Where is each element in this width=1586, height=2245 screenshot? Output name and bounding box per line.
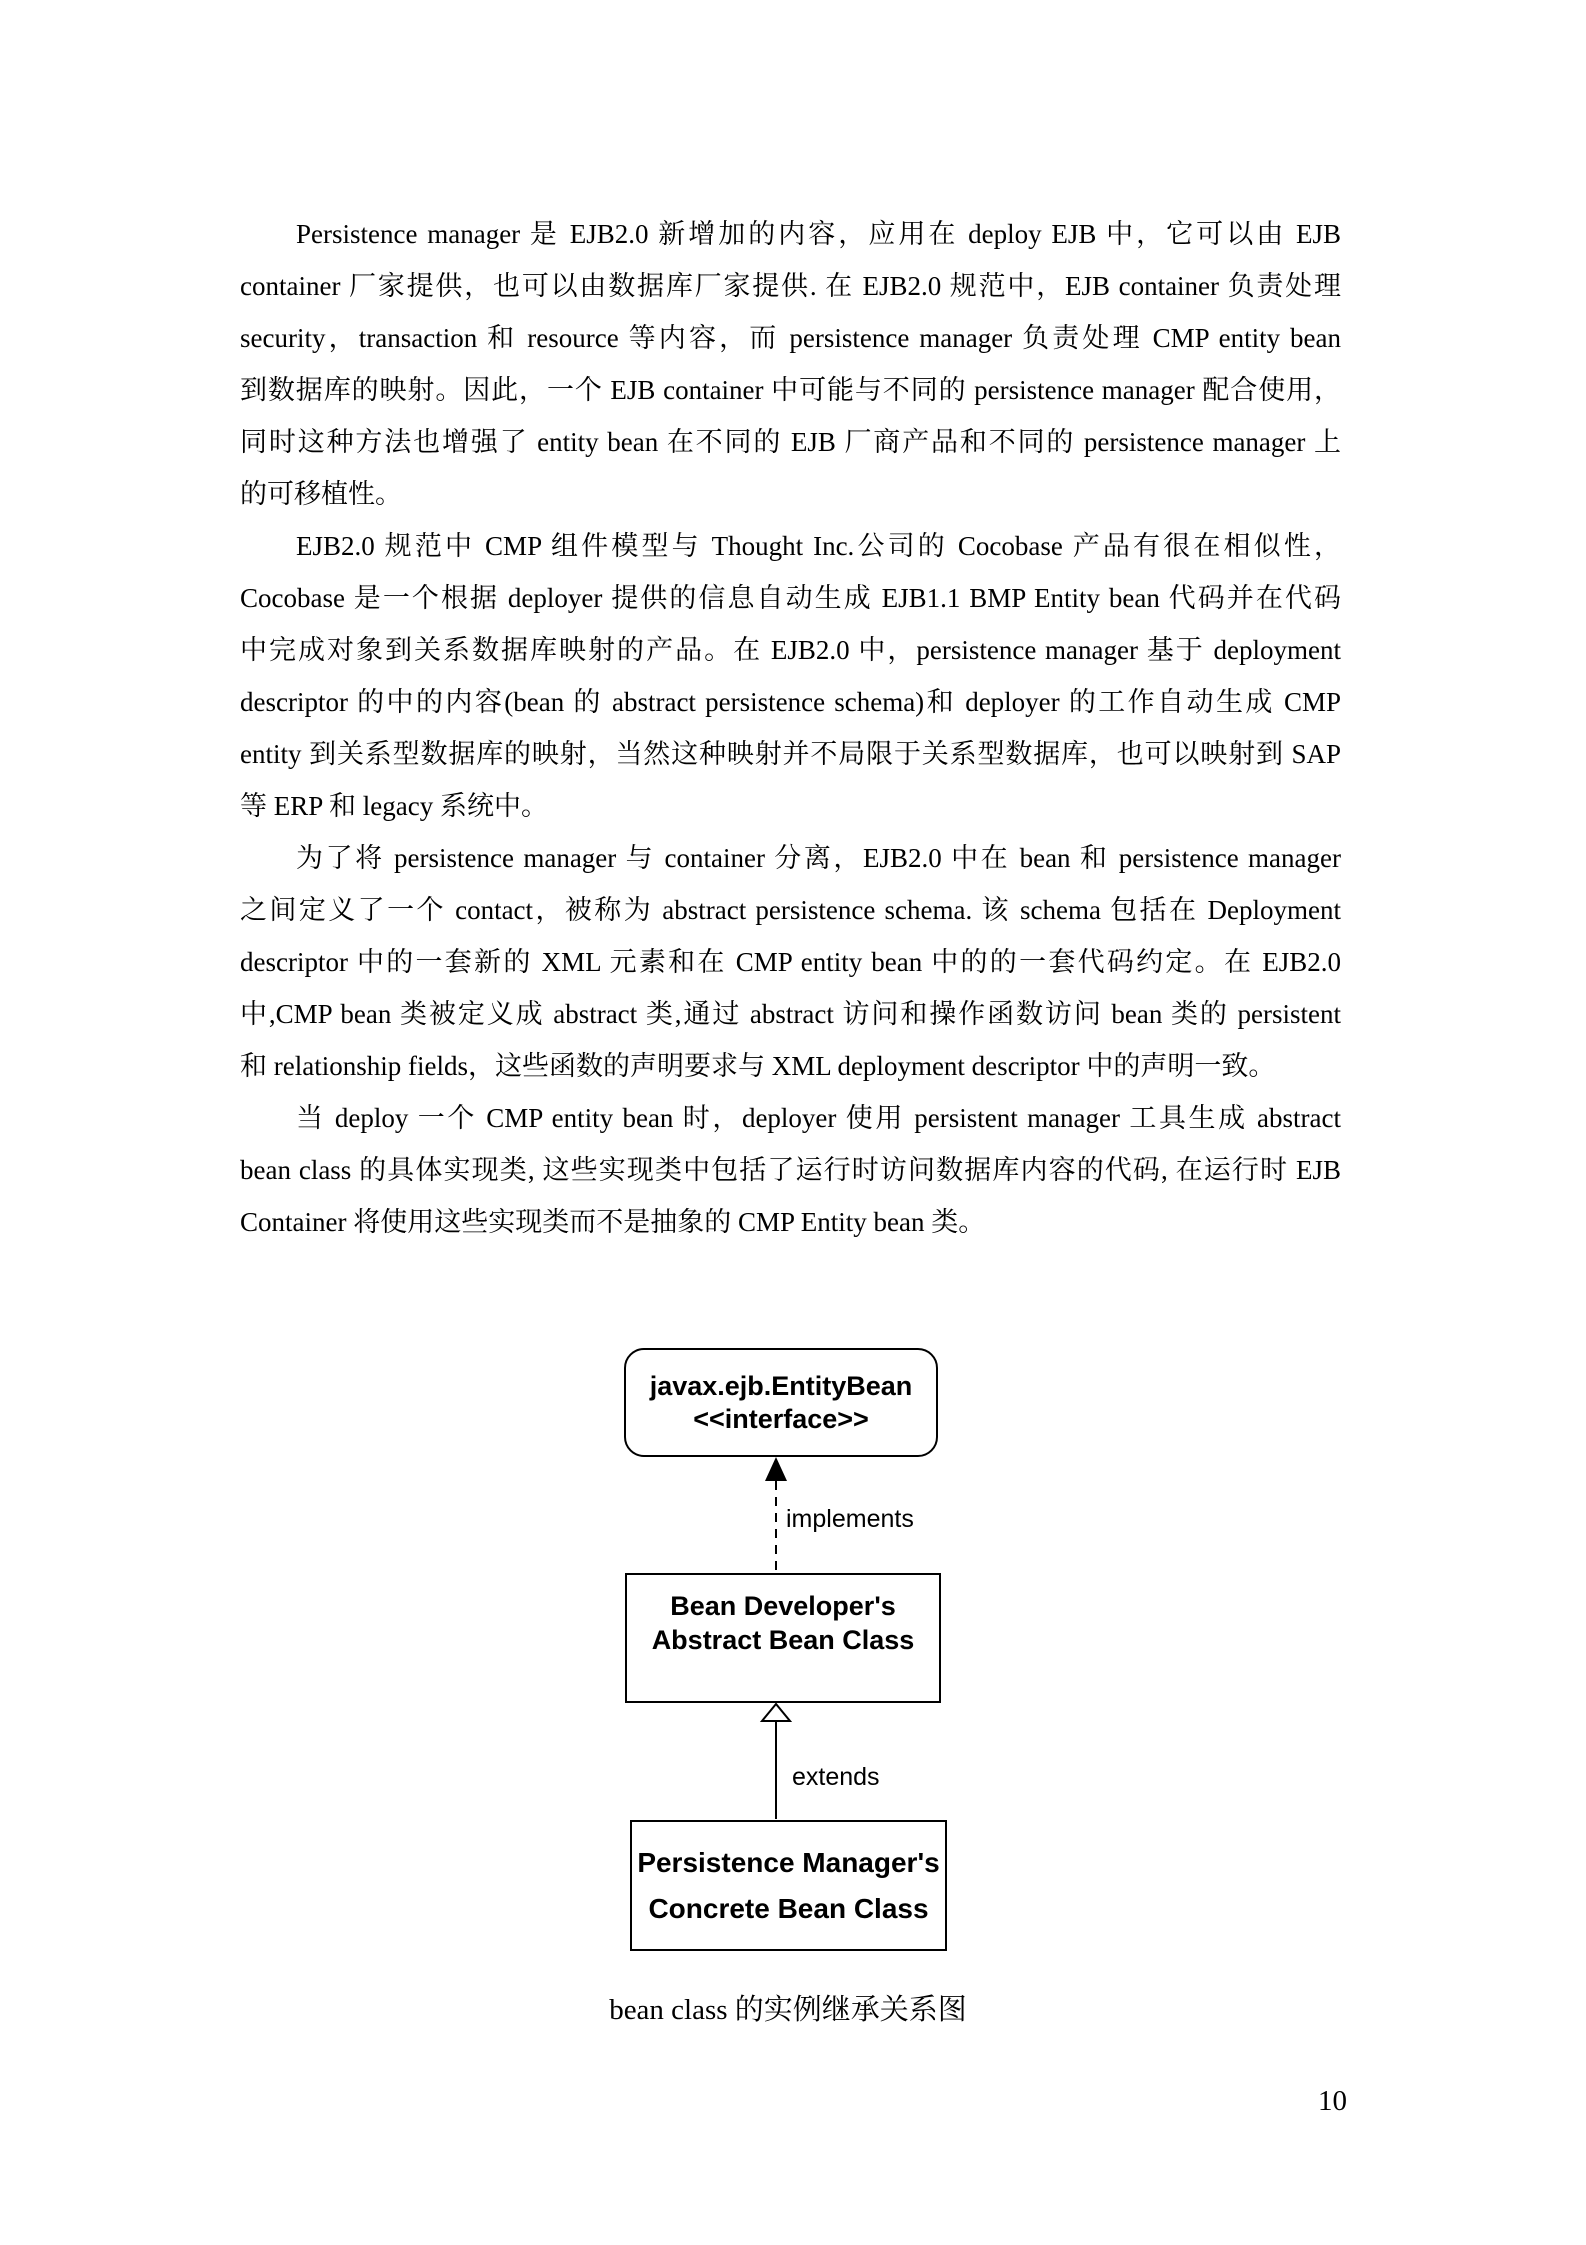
body-text <box>240 208 1341 1248</box>
interface-box-title: javax.ejb.EntityBean <box>649 1370 913 1401</box>
implements-arrowhead-icon <box>765 1457 787 1481</box>
text-line: Persistence manager 是 EJB2.0 新增加的内容，应用在 deploy EJB 中，它可以由 EJB <box>296 219 1341 249</box>
text-line: 和 relationship fields，这些函数的声明要求与 XML deployment descriptor 中的声明一致。 <box>240 1051 1276 1081</box>
text-line: EJB2.0 规范中 CMP 组件模型与 Thought Inc.公司的 Cocobase 产品有很在相似性， <box>296 531 1341 561</box>
text-line: 到数据库的映射。因此，一个 EJB container 中可能与不同的 persistence manager 配合使用， <box>240 375 1341 405</box>
concrete-box-line1: Persistence Manager's <box>637 1846 940 1878</box>
text-line: 同时这种方法也增强了 entity bean 在不同的 EJB 厂商产品和不同的 persistence manager 上 <box>240 427 1341 457</box>
paragraph <box>240 1092 1341 1248</box>
uml-interface-box <box>624 1348 938 1457</box>
abstract-box-line1: Bean Developer's <box>670 1591 896 1621</box>
text-line: 等 ERP 和 legacy 系统中。 <box>240 791 548 821</box>
extends-label: extends <box>792 1763 880 1791</box>
paragraph <box>240 520 1341 832</box>
text-line: 当 deploy 一个 CMP entity bean 时，deployer 使用 persistent manager 工具生成 abstract <box>296 1103 1341 1133</box>
text-line: security，transaction 和 resource 等内容，而 persistence manager 负责处理 CMP entity bean <box>240 323 1341 353</box>
implements-label: implements <box>786 1505 914 1533</box>
uml-abstract-class-box <box>625 1573 941 1703</box>
text-line: 之间定义了一个 contact，被称为 abstract persistence schema. 该 schema 包括在 Deployment <box>240 895 1341 925</box>
text-line: bean class 的具体实现类, 这些实现类中包括了运行时访问数据库内容的代码, 在运行时 EJB <box>240 1155 1341 1185</box>
extends-arrowhead-icon <box>762 1704 790 1721</box>
paragraph <box>240 208 1341 520</box>
text-line: descriptor 的中的内容(bean 的 abstract persistence schema)和 deployer 的工作自动生成 CMP <box>240 687 1341 717</box>
abstract-box-line2: Abstract Bean Class <box>651 1625 915 1655</box>
text-line: 为了将 persistence manager 与 container 分离，EJB2.0 中在 bean 和 persistence manager <box>296 843 1341 873</box>
concrete-box-line2: Concrete Bean Class <box>648 1892 929 1924</box>
page-number: 10 <box>1318 2085 1347 2117</box>
paragraph <box>240 832 1341 1092</box>
text-line: 的可移植性。 <box>240 479 402 509</box>
text-line: descriptor 中的一套新的 XML 元素和在 CMP entity bean 中的的一套代码约定。在 EJB2.0 <box>240 947 1341 977</box>
uml-concrete-class-box <box>630 1820 947 1951</box>
interface-box-stereotype: <<interface>> <box>693 1403 869 1434</box>
figure-caption: bean class 的实例继承关系图 <box>609 1994 967 2026</box>
text-line: entity 到关系型数据库的映射，当然这种映射并不局限于关系型数据库，也可以映射到 SAP <box>240 739 1341 769</box>
text-line: 中,CMP bean 类被定义成 abstract 类,通过 abstract 访问和操作函数访问 bean 类的 persistent <box>240 999 1341 1029</box>
text-line: container 厂家提供，也可以由数据库厂家提供. 在 EJB2.0 规范中，EJB container 负责处理 <box>240 271 1341 301</box>
text-line: Cocobase 是一个根据 deployer 提供的信息自动生成 EJB1.1 BMP Entity bean 代码并在代码 <box>240 583 1341 613</box>
text-line: 中完成对象到关系数据库映射的产品。在 EJB2.0 中，persistence manager 基于 deployment <box>240 635 1341 665</box>
text-line: Container 将使用这些实现类而不是抽象的 CMP Entity bean 类。 <box>240 1207 986 1237</box>
